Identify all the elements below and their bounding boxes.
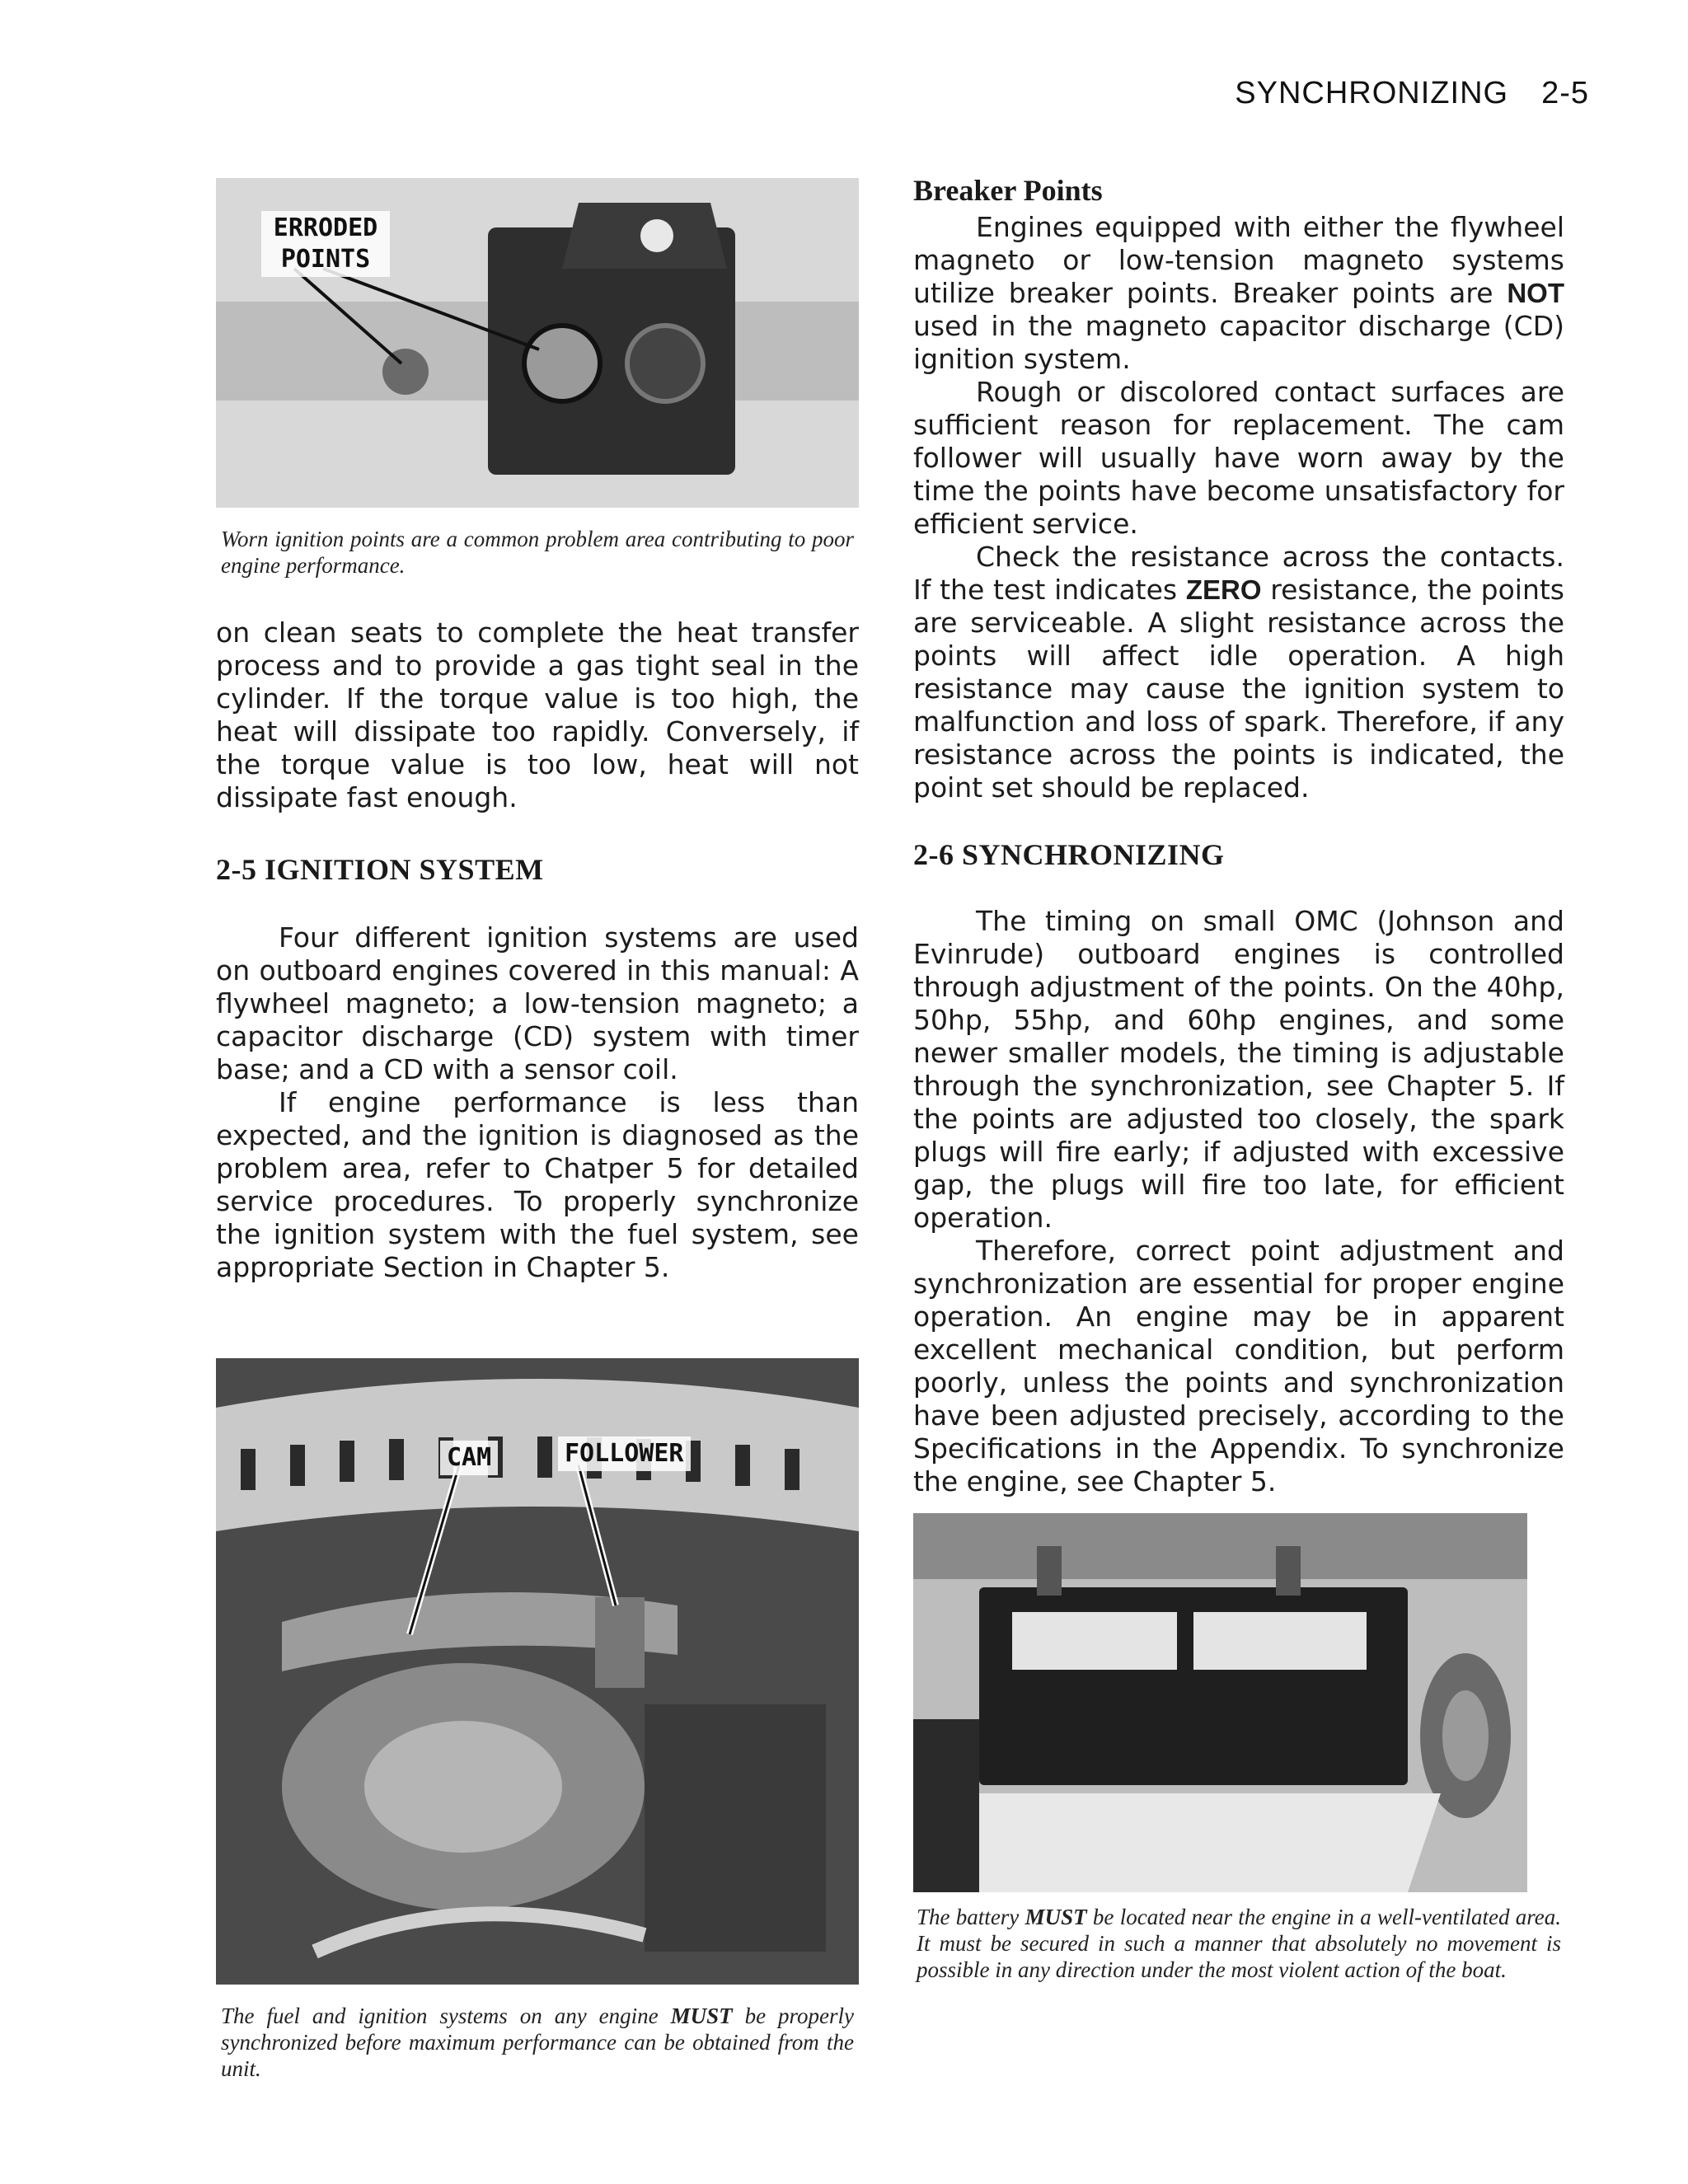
breaker-paragraph-2: Rough or discolored contact surfaces are sufficient reason for replacement. The cam follower will usually have worn away by the time the points have become unsatisfactory for efficient service. <box>913 376 1564 540</box>
cam-follower-illustration <box>216 1358 859 1985</box>
synchronizing-paragraph-1: The timing on small OMC (Johnson and Evinrude) outboard engines is controlled through adjustment of the points. On the 40hp, 50hp, 55hp, and 60hp engines, and some newer smaller models, the timing is adjustable through the synchronization, see Chapter 5. If the points are adjusted too closely, the spark plugs will fire early; if adjusted with excessive gap, the plugs will fire too late, for efficient operation. <box>913 905 1564 1234</box>
follower-label: FOLLOWER <box>558 1436 691 1471</box>
running-head-title: SYNCHRONIZING <box>1235 76 1509 110</box>
ignition-paragraph-1: Four different ignition systems are used on outboard engines covered in this manual: A flywheel magneto; a low-tension magneto; a capacitor discharge (CD) system with timer base; and a CD with a sensor coil. <box>216 921 859 1085</box>
battery-caption-end: be located near the engine in a well-ventilated area. It must be secured in such a manner that absolutely no movement is possible in any direction under the most violent action of the boat. <box>917 1905 1561 1982</box>
synchronizing-heading: 2-6 SYNCHRONIZING <box>913 838 1225 871</box>
battery-caption <box>913 1904 1564 1983</box>
ignition-system-heading: 2-5 IGNITION SYSTEM <box>216 853 544 886</box>
eroded-points-label: ERRODED POINTS <box>261 211 390 277</box>
synchronize-caption <box>216 2003 859 2082</box>
page-number: 2-5 <box>1541 76 1589 110</box>
synchronize-caption-emphasis: MUST <box>670 2004 733 2028</box>
left-continued-paragraph: on clean seats to complete the heat transfer process and to provide a gas tight seal in the cylinder. If the torque value is too high, the heat will dissipate too rapidly. Conversely, if the torque value is too low, heat will not dissipate fast enough. <box>216 616 859 813</box>
breaker-p3-emphasis: ZERO <box>1185 574 1262 605</box>
right-column <box>913 173 1564 1983</box>
eroded-points-photo <box>216 178 859 508</box>
synchronizing-paragraph-2: Therefore, correct point adjustment and synchronization are essential for proper engine operation. An engine may be in apparent excellent mechanical condition, but perform poorly, unless the points and synchronization have been adjusted precisely, according to the Specifications in the Appendix. To synchronize the engine, see Chapter 5. <box>913 1235 1564 1497</box>
cam-follower-photo <box>216 1358 859 1985</box>
battery-caption-emphasis: MUST <box>1025 1905 1087 1929</box>
synchronize-caption-end: be properly synchronized before maximum performance can be obtained from the unit. <box>221 2004 855 2081</box>
breaker-points-heading: Breaker Points <box>913 174 1103 207</box>
left-column <box>216 173 859 2082</box>
running-head <box>1235 76 1589 111</box>
battery-caption-start: The battery <box>917 1905 1025 1929</box>
battery-photo <box>913 1513 1527 1892</box>
breaker-paragraph-1 <box>913 211 1564 376</box>
breaker-p1-start: Engines equipped with either the flywheel magneto or low-tension magneto systems utilize breaker points. Breaker points are <box>913 211 1564 309</box>
breaker-p1-emphasis: NOT <box>1507 278 1564 308</box>
battery-illustration <box>913 1513 1527 1892</box>
breaker-p1-end: used in the magneto capacitor discharge (CD) ignition system. <box>913 310 1564 375</box>
ignition-paragraph-2: If engine performance is less than expected, and the ignition is diagnosed as the problem area, refer to Chatper 5 for detailed service procedures. To properly synchronize the ignition system with the fuel system, see appropriate Section in Chapter 5. <box>216 1086 859 1283</box>
synchronize-caption-start: The fuel and ignition systems on any engine <box>221 2004 671 2028</box>
breaker-paragraph-3 <box>913 541 1564 804</box>
breaker-p3-start: Check the resistance across the contacts. If the test indicates <box>913 541 1564 606</box>
eroded-points-caption: Worn ignition points are a common problem area contributing to poor engine performance. <box>221 527 854 578</box>
breaker-p3-end: resistance, the points are serviceable. A slight resistance across the points will affect idle operation. A high resistance may cause the ignition system to malfunction and loss of spark. Therefore, if any resistance across the points is indicated, the point set should be replaced. <box>913 574 1564 804</box>
cam-label: CAM <box>440 1441 498 1475</box>
